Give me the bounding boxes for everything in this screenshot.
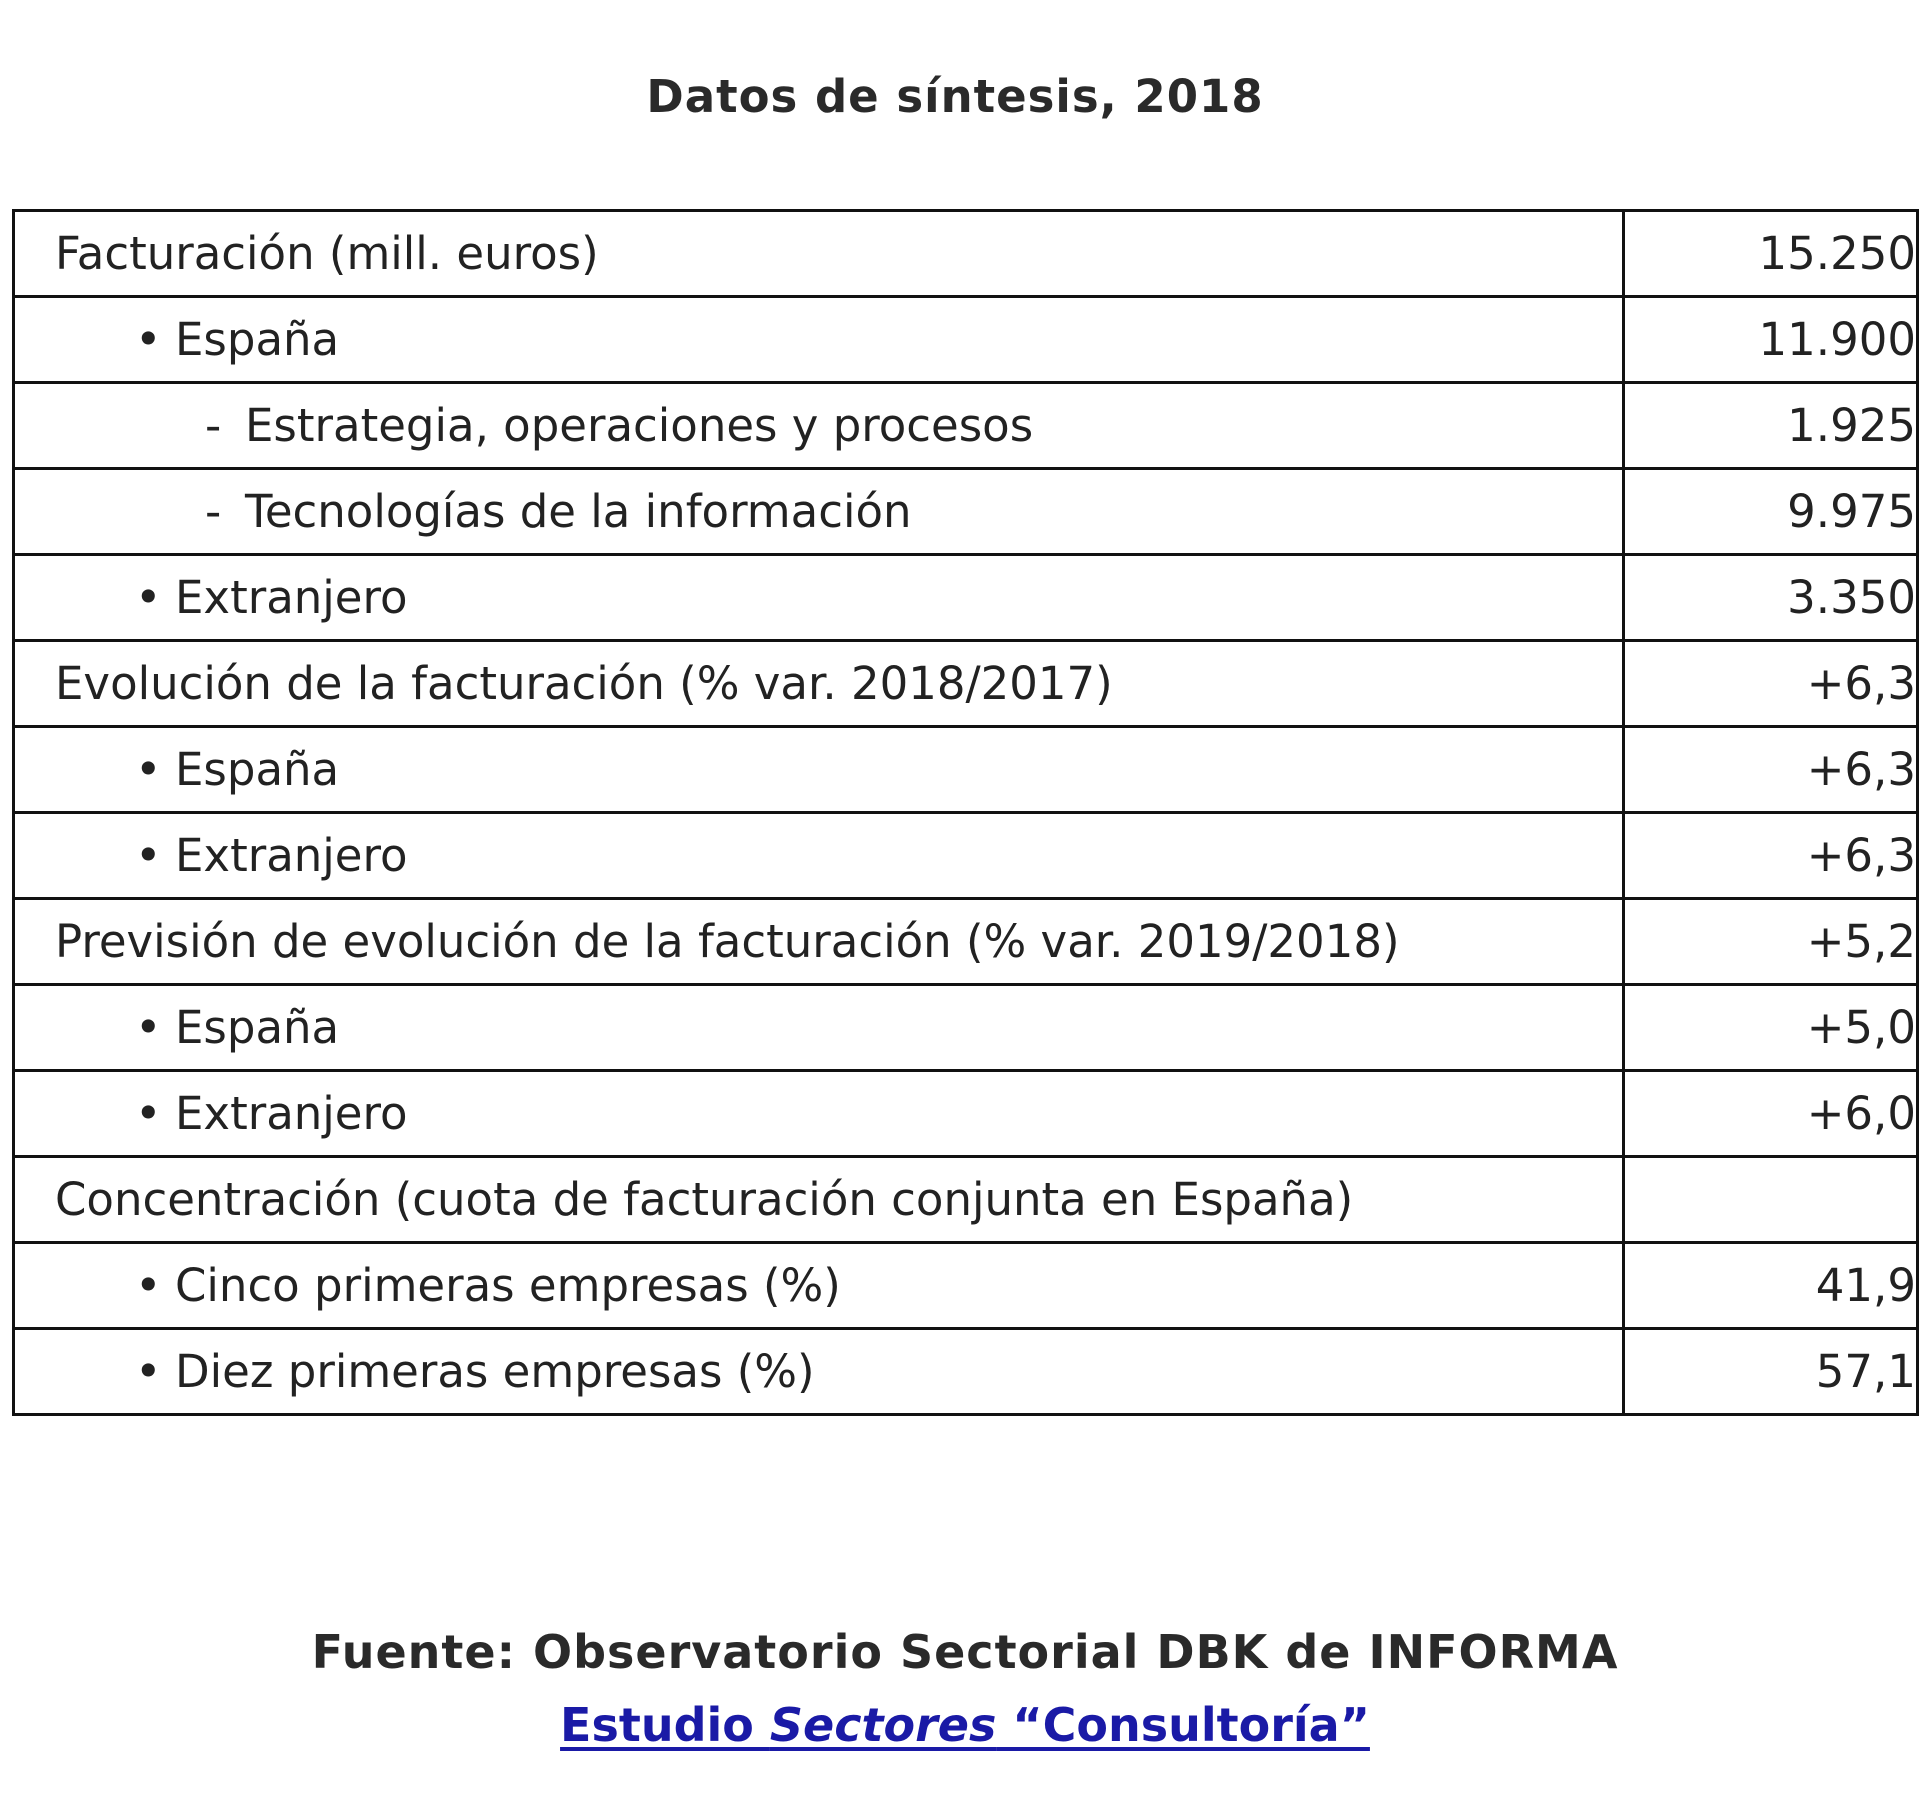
row-label-cell: [14, 899, 1624, 985]
table-row: [14, 985, 1918, 1071]
row-label: Evolución de la facturación (% var. 2018/2017): [55, 657, 1113, 710]
bullet-icon: •: [135, 571, 162, 624]
row-label: Estrategia, operaciones y procesos: [245, 399, 1034, 452]
row-value: [1624, 1157, 1918, 1243]
bullet-icon: •: [135, 1001, 162, 1054]
table-row: [14, 1071, 1918, 1157]
row-label: Facturación (mill. euros): [55, 227, 599, 280]
bullet-icon: •: [135, 313, 162, 366]
table-row: [14, 211, 1918, 297]
row-value: +6,0: [1624, 1071, 1918, 1157]
page-title: Datos de síntesis, 2018: [646, 70, 1264, 123]
table-row: [14, 1329, 1918, 1415]
table-row: [14, 899, 1918, 985]
source-note: Fuente: Observatorio Sectorial DBK de INFORMA: [311, 1625, 1619, 1679]
bullet-icon: •: [135, 1087, 162, 1140]
row-label-cell: [14, 985, 1624, 1071]
row-label: Extranjero: [175, 1087, 408, 1140]
table-row: [14, 555, 1918, 641]
bullet-icon: •: [135, 829, 162, 882]
table-row: [14, 727, 1918, 813]
dash-icon: -: [205, 399, 222, 452]
table-row: [14, 813, 1918, 899]
table-row: [14, 297, 1918, 383]
table-body: [14, 211, 1918, 1415]
row-label-cell: [14, 211, 1624, 297]
study-link-prefix: Estudio: [560, 1698, 770, 1752]
row-label-cell: [14, 555, 1624, 641]
row-value: 41,9: [1624, 1243, 1918, 1329]
row-value: +6,3: [1624, 813, 1918, 899]
row-label-cell: [14, 469, 1624, 555]
row-value: +6,3: [1624, 641, 1918, 727]
row-label-cell: [14, 727, 1624, 813]
row-value: 3.350: [1624, 555, 1918, 641]
table-row: [14, 1157, 1918, 1243]
row-label-cell: [14, 641, 1624, 727]
row-value: +6,3: [1624, 727, 1918, 813]
row-label: Previsión de evolución de la facturación (% var. 2019/2018): [55, 915, 1400, 968]
row-label: Extranjero: [175, 829, 408, 882]
row-value: +5,2: [1624, 899, 1918, 985]
row-value: 11.900: [1624, 297, 1918, 383]
synthesis-table: [12, 209, 1919, 1416]
row-value: 1.925: [1624, 383, 1918, 469]
study-link-suffix: “Consultoría”: [996, 1698, 1370, 1752]
row-value: 9.975: [1624, 469, 1918, 555]
row-label: España: [175, 743, 340, 796]
study-link[interactable]: [560, 1698, 1370, 1752]
table-row: [14, 383, 1918, 469]
row-label: Cinco primeras empresas (%): [175, 1259, 841, 1312]
table-row: [14, 1243, 1918, 1329]
table-row: [14, 641, 1918, 727]
row-label-cell: [14, 297, 1624, 383]
row-label: España: [175, 313, 340, 366]
study-link-italic: Sectores: [769, 1698, 997, 1752]
row-label: Diez primeras empresas (%): [175, 1345, 815, 1398]
row-label: Extranjero: [175, 571, 408, 624]
row-label-cell: [14, 1243, 1624, 1329]
row-label-cell: [14, 1157, 1624, 1243]
row-value: 57,1: [1624, 1329, 1918, 1415]
dash-icon: -: [205, 485, 222, 538]
row-label-cell: [14, 1329, 1624, 1415]
row-value: 15.250: [1624, 211, 1918, 297]
row-value: +5,0: [1624, 985, 1918, 1071]
row-label-cell: [14, 813, 1624, 899]
row-label-cell: [14, 383, 1624, 469]
row-label-cell: [14, 1071, 1624, 1157]
bullet-icon: •: [135, 1345, 162, 1398]
bullet-icon: •: [135, 1259, 162, 1312]
row-label: España: [175, 1001, 340, 1054]
row-label: Tecnologías de la información: [245, 485, 912, 538]
row-label: Concentración (cuota de facturación conjunta en España): [55, 1173, 1354, 1226]
bullet-icon: •: [135, 743, 162, 796]
table-row: [14, 469, 1918, 555]
study-link-line: [0, 1698, 1920, 1752]
